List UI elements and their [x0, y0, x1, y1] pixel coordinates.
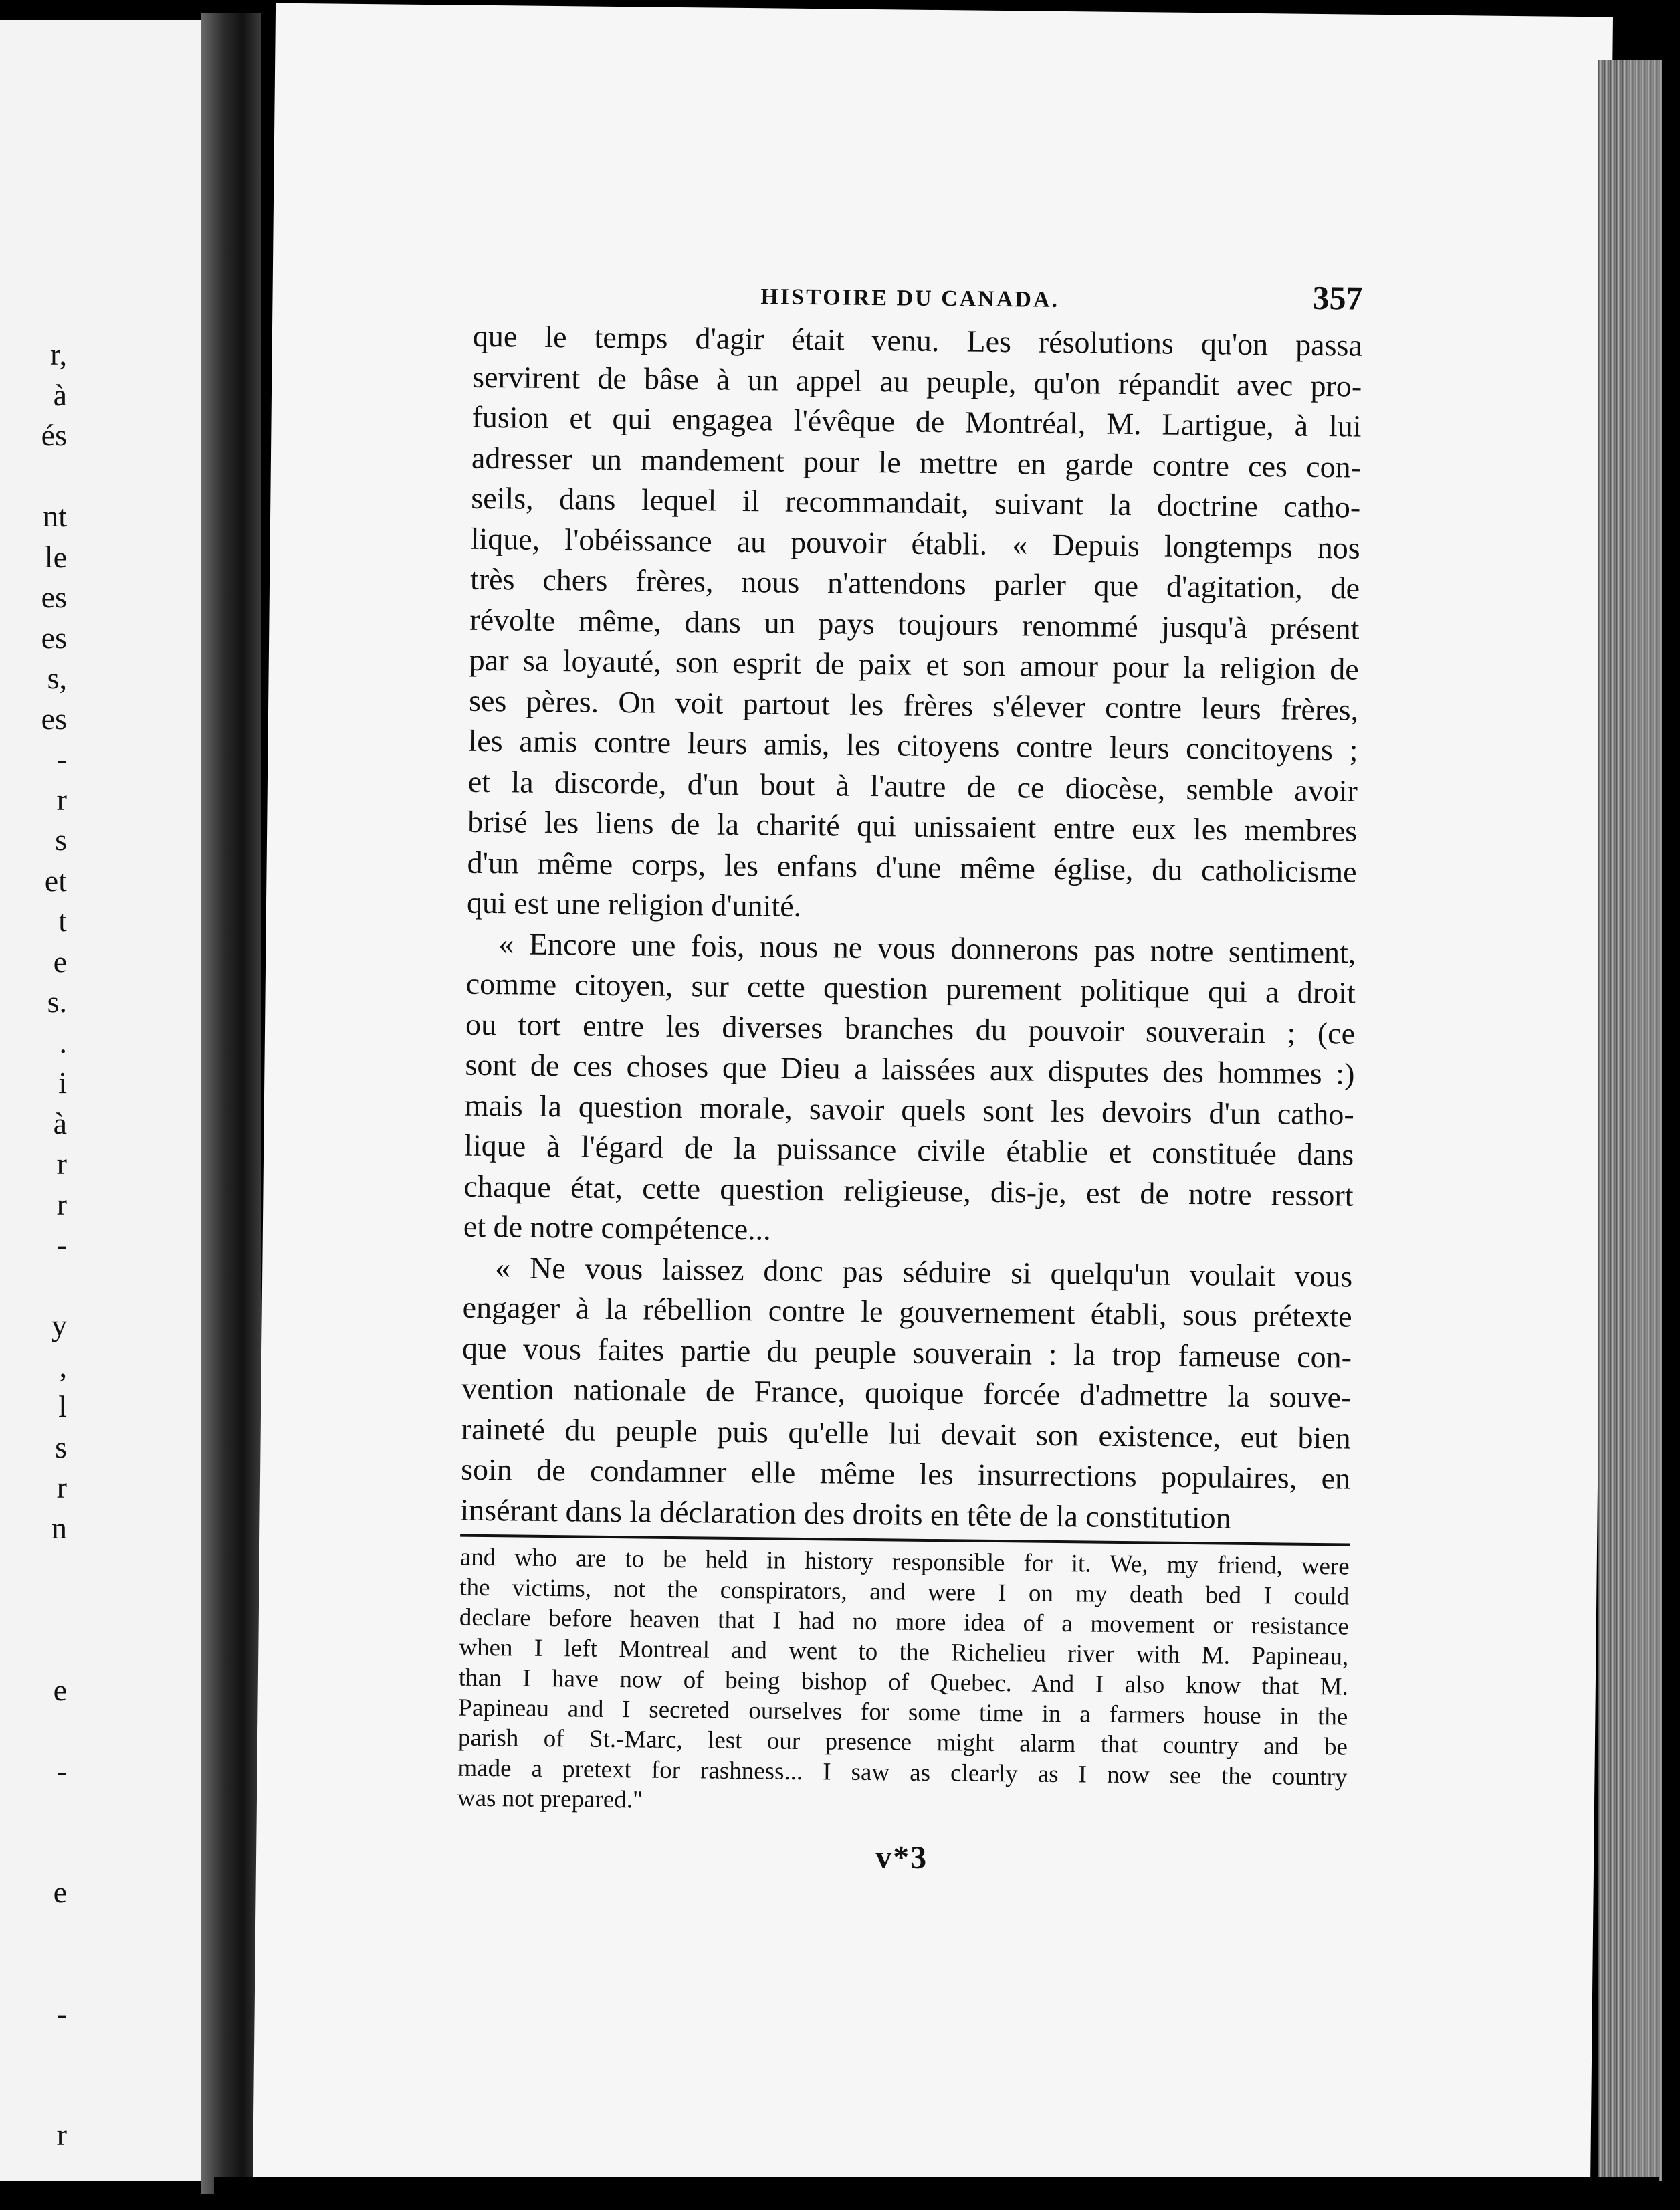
text-line: comme citoyen, sur cette question purement politique qui a droit: [465, 966, 1356, 1010]
footnote-line: was not prepared.": [457, 1784, 643, 1814]
paragraph: [463, 923, 1356, 1256]
previous-page-fragment: [0, 1791, 67, 1832]
text-line: insérant dans la déclaration des droits en tête de la constitution: [460, 1492, 1231, 1535]
previous-page-fragment: y: [51, 1308, 67, 1342]
previous-page-fragment: s,: [47, 661, 67, 695]
text-line: les amis contre leurs amis, les citoyens contre leurs concitoyens ;: [468, 723, 1358, 767]
footnote-line: made a pretext for rashness... I saw as clearly as I now see the country: [457, 1754, 1348, 1791]
previous-page-fragment: es: [41, 701, 67, 736]
paragraph: [460, 1247, 1352, 1539]
text-line: très chers frères, nous n'attendons parler que d'agitation, de: [469, 561, 1360, 605]
signature-mark: v*3: [875, 1839, 928, 1876]
previous-page-fragment: nt: [43, 499, 67, 533]
previous-page-fragment: s: [55, 823, 67, 857]
book-fore-edge: [1598, 60, 1662, 2181]
previous-page-fragment: [0, 2156, 67, 2197]
text-line: raineté du peuple puis qu'elle lui devait son existence, eut bien: [461, 1411, 1351, 1455]
previous-page-fragment: r: [56, 1187, 67, 1221]
text-line: chaque état, cette question religieuse, dis-je, est de notre ressort: [463, 1169, 1354, 1213]
previous-page-fragment: s: [55, 1429, 67, 1464]
footnote-line: the victims, not the conspirators, and were I on my death bed I could: [459, 1573, 1350, 1611]
text-line: et la discorde, d'un bout à l'autre de ce diocèse, semble avoir: [467, 764, 1358, 808]
text-line: vention nationale de France, quoique forcée d'admettre la souve-: [461, 1371, 1352, 1415]
text-line: soin de condamner elle même les insurrections populaires, en: [460, 1451, 1351, 1496]
previous-page-fragment: [0, 2034, 67, 2075]
text-line: ses pères. On voit partout les frères s'élever contre leurs frères,: [468, 683, 1359, 727]
footnote-line: declare before heaven that I had no more idea of a movement or resistance: [459, 1603, 1349, 1641]
footnote-line: than I have now of being bishop of Quebec. And I also know that M.: [458, 1664, 1349, 1701]
previous-page-fragment: [0, 2075, 67, 2116]
book-gutter: [201, 13, 261, 2194]
footnote-line: Papineau and I secreted ourselves for some time in a farmers house in the: [458, 1694, 1348, 1731]
previous-page-fragment: -: [56, 1753, 67, 1788]
previous-page-fragment: es: [41, 580, 67, 614]
running-head: [473, 270, 1363, 326]
text-line: adresser un mandement pour le mettre en garde contre ces con-: [471, 440, 1362, 484]
text-line: fusion et qui engagea l'évêque de Montréal, M. Lartigue, à lui: [471, 399, 1362, 443]
text-line: et de notre compétence...: [463, 1209, 771, 1247]
previous-page-fragment: t: [58, 904, 67, 938]
text-line: révolte même, dans un pays toujours renommé jusqu'à présent: [469, 602, 1360, 646]
previous-page: [0, 20, 205, 2181]
previous-page-fragment: r: [56, 2118, 67, 2152]
previous-page-fragment: [0, 1710, 67, 1751]
previous-page-fragment: [0, 456, 67, 497]
previous-page-fragment: [0, 1548, 67, 1589]
previous-page-fragment: és: [41, 418, 67, 452]
previous-page-fragment: e: [53, 1672, 67, 1707]
text-line: « Encore une fois, nous ne vous donnerons pas notre sentiment,: [498, 926, 1356, 970]
previous-page-line-endings: [0, 334, 74, 2210]
previous-page-fragment: à: [53, 377, 67, 412]
previous-page-fragment: e: [53, 944, 67, 979]
paragraph: [467, 316, 1362, 932]
footnote-line: and who are to be held in history responsible for it. We, my friend, were: [459, 1543, 1350, 1581]
scan-bottom-shadow: [214, 2177, 1659, 2210]
text-line: que vous faites partie du peuple souverain : la trop fameuse con-: [461, 1330, 1352, 1375]
previous-page-fragment: l: [58, 1389, 67, 1423]
text-line: servirent de bâse à un appel au peuple, qu'on répandit avec pro-: [472, 359, 1362, 403]
text-line: d'un même corps, les enfans d'une même église, du catholicisme: [467, 845, 1357, 889]
page-number: 357: [1312, 278, 1363, 317]
footnote-line: when I left Montreal and went to the Richelieu river with M. Papineau,: [459, 1633, 1349, 1671]
previous-page-fragment: i: [58, 1066, 67, 1100]
text-line: par sa loyauté, son esprit de paix et son amour pour la religion de: [469, 642, 1360, 686]
previous-page-fragment: -: [56, 1227, 67, 1262]
previous-page-fragment: le: [44, 539, 67, 574]
previous-page-fragment: e: [53, 1875, 67, 1909]
text-line: seils, dans lequel il recommandait, suivant la doctrine catho-: [471, 480, 1361, 524]
previous-page-fragment: n: [51, 1510, 67, 1545]
page-content: [457, 270, 1363, 1881]
text-line: brisé les liens de la charité qui unissaient entre eux les membres: [467, 804, 1358, 848]
previous-page-fragment: ,: [59, 1348, 67, 1383]
previous-page-fragment: [0, 1589, 67, 1630]
text-line: que le temps d'agir était venu. Les résolutions qu'on passa: [472, 318, 1363, 363]
text-line: qui est une religion d'unité.: [466, 885, 802, 923]
previous-page-fragment: es: [41, 620, 67, 655]
previous-page-fragment: [0, 1913, 67, 1954]
previous-page-fragment: [0, 1266, 67, 1306]
previous-page-fragment: s.: [47, 985, 67, 1019]
text-line: ou tort entre les diverses branches du pouvoir souverain ; (ce: [465, 1007, 1356, 1051]
previous-page-fragment: .: [59, 1025, 67, 1060]
text-line: lique, l'obéissance au pouvoir établi. « Depuis longtemps nos: [470, 521, 1360, 565]
text-line: lique à l'égard de la puissance civile établie et constituée dans: [463, 1128, 1354, 1172]
text-line: sont de ces choses que Dieu a laissées aux disputes des hommes :): [465, 1047, 1355, 1091]
previous-page-fragment: r: [56, 782, 67, 817]
text-line: mais la question morale, savoir quels sont les devoirs d'un catho-: [464, 1088, 1355, 1132]
body-text: [460, 316, 1362, 1540]
previous-page-fragment: [0, 1953, 67, 1994]
previous-page-fragment: et: [44, 863, 67, 898]
previous-page-fragment: -: [56, 742, 67, 776]
previous-page-fragment: r: [56, 1470, 67, 1504]
previous-page-fragment: -: [56, 1996, 67, 2031]
text-line: engager à la rébellion contre le gouvernement établi, sous prétexte: [462, 1290, 1352, 1334]
previous-page-fragment: r: [56, 1146, 67, 1181]
footnote-line: parish of St.-Marc, lest our presence might alarm that country and be: [457, 1724, 1348, 1761]
current-page: [253, 3, 1613, 2195]
previous-page-fragment: à: [53, 1106, 67, 1140]
previous-page-fragment: [0, 1629, 67, 1670]
footnote: [457, 1542, 1350, 1823]
previous-page-fragment: [0, 2196, 67, 2210]
text-line: « Ne vous laissez donc pas séduire si quelqu'un voulait vous: [495, 1249, 1353, 1294]
previous-page-fragment: [0, 1832, 67, 1873]
running-title: HISTOIRE DU CANADA.: [760, 284, 1060, 312]
previous-page-fragment: r,: [50, 337, 67, 371]
